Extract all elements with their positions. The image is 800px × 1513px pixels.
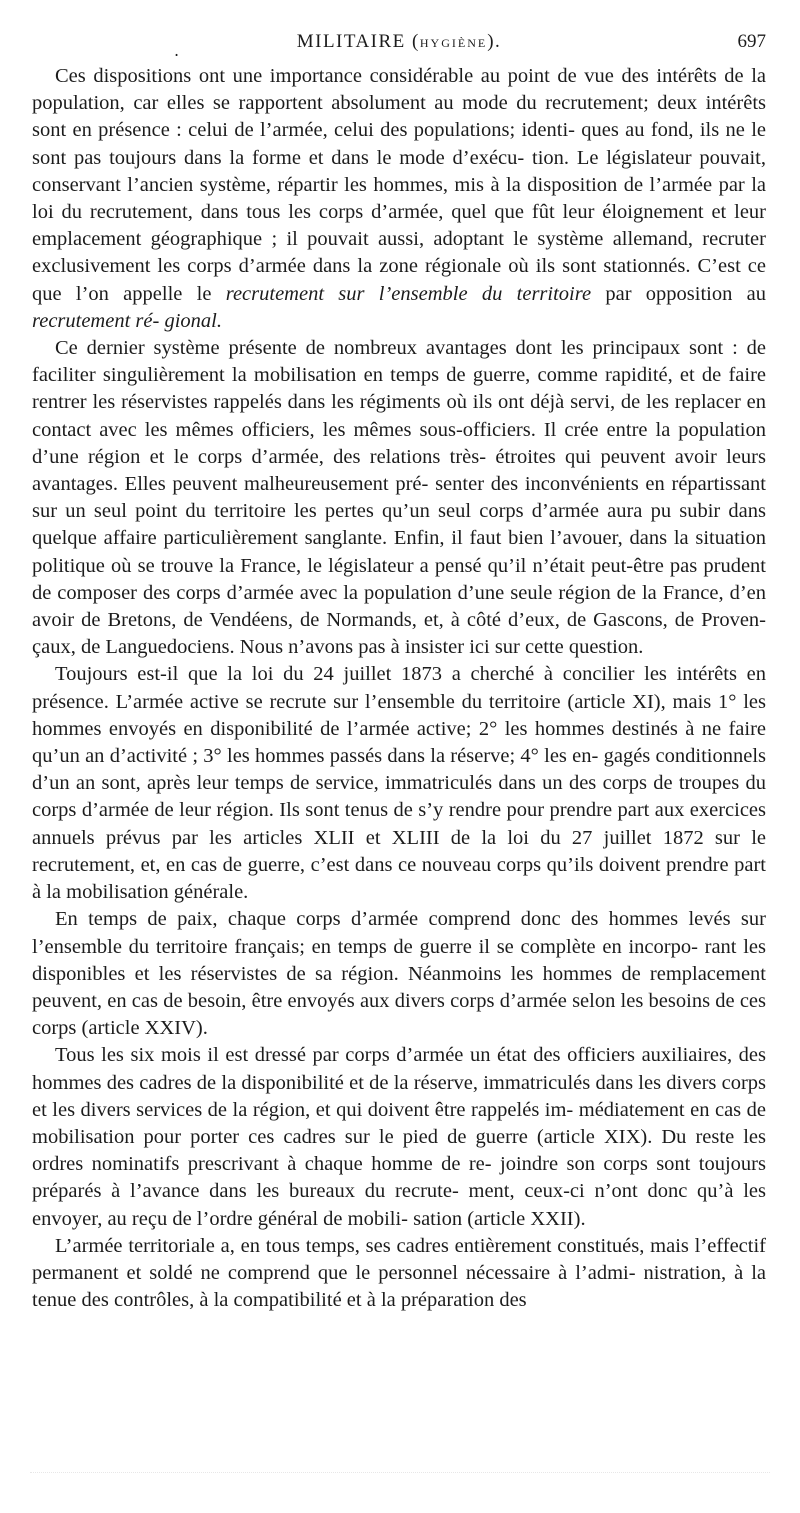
paragraph-1-italic-2: recrutement ré- gional.: [32, 309, 222, 332]
page-header: [32, 31, 766, 60]
paragraph-4: En temps de paix, chaque corps d’armée comprend donc des hommes levés sur l’ensemble du territoire français; en temps de guerre il se complète en incorpo- rant les disponibles et les réservistes de sa région. Néanmoins les hommes de remplacement peuvent, en cas de besoin, être envoyés aux divers corps d’armée selon les besoins de ces corps (article XXIV).: [32, 908, 766, 1040]
paragraph-5: Tous les six mois il est dressé par corps d’armée un état des officiers auxiliaires, des hommes des cadres de la disponibilité et de la réserve, immatriculés dans les divers corps et les divers services de la région, et qui doivent être rappelés im- médiatement en cas de mobilisation pour porter ces cadres sur le pied de guerre (article XIX). Du reste les ordres nominatifs prescrivant à chaque homme de re- joindre son corps sont toujours préparés à l’avance dans les bureaux du recrute- ment, ceux-ci n’ont donc qu’à les envoyer, au reçu de l’ordre général de mobili- sation (article XXII).: [32, 1044, 766, 1230]
running-head-subtitle: HYGIÈNE: [419, 36, 488, 50]
page-bottom-artifacts: [30, 1472, 770, 1483]
paragraph-2: Ce dernier système présente de nombreux avantages dont les principaux sont : de faciliter singulièrement la mobilisation en temps de guerre, comme rapidité, et de faire rentrer les réservistes rappelés dans les régiments où ils ont déjà servi, de les replacer en contact avec les mêmes officiers, les mêmes sous-officiers. Il crée entre la population d’une région et le corps d’armée, des relations très- étroites qui peuvent avoir leurs avantages. Elles peuvent malheureusement pré- senter des inconvénients en répartissant sur un seul point du territoire les pertes qu’un seul corps d’armée aura pu subir dans quelque affaire particulièrement sanglante. Enfin, il faut bien l’avouer, dans la situation politique où se trouve la France, le législateur a pensé qu’il n’était peut-être pas prudent de composer des corps d’armée avec la population d’une seule région de la France, d’en avoir de Bretons, de Vendéens, de Normands, et, à côté d’eux, de Gascons, de Proven- çaux, de Languedociens. Nous n’avons pas à insister ici sur cette question.: [32, 337, 766, 659]
paragraph-1: [32, 63, 766, 335]
running-head-close: ).: [487, 31, 502, 52]
body-text: [32, 63, 766, 1314]
paragraph-1-text: Ces dispositions ont une importance considérable au point de vue des intérêts de la population, car elles se rapportent absolument au mode du recrutement; deux intérêts sont en présence : celui de l’armée, celui des populations; identi- ques au fond, ils ne le sont pas toujours dans la forme et dans le mode d’exécu- tion. Le législateur pouvait, conservant l’ancien système, répartir les hommes, mis à la disposition de l’armée par la loi du recrutement, dans tous les corps d’armée, quel que fût leur éloignement et leur emplacement géographique ; il pouvait aussi, adoptant le système allemand, recruter exclusivement les corps d’armée dans la zone régionale où ils sont stationnés. C’est ce que l’on appelle le: [32, 65, 766, 305]
paragraph-6: L’armée territoriale a, en tous temps, ses cadres entièrement constitués, mais l’effectif permanent et soldé ne comprend que le personnel nécessaire à l’admi- nistration, à la tenue des contrôles, à la compatibilité et à la préparation des: [32, 1234, 766, 1312]
header-dot: .: [174, 41, 180, 60]
running-head-main: MILITAIRE (: [296, 31, 420, 52]
paragraph-3: Toujours est-il que la loi du 24 juillet 1873 a cherché à concilier les intérêts en présence. L’armée active se recrute sur l’ensemble du territoire (article XI), mais 1° les hommes envoyés en disponibilité de l’armée active; 2° les hommes destinés à ne faire qu’un an d’activité ; 3° les hommes passés dans la réserve; 4° les en- gagés conditionnels d’un an sont, après leur temps de service, immatriculés dans un des corps de troupes du corps d’armée de leur région. Ils sont tenus de s’y rendre pour prendre part aux exercices annuels prévus par les articles XLII et XLIII de la loi du 27 juillet 1872 sur le recrutement, et, en cas de guerre, c’est dans ce nouveau corps qu’ils doivent prendre part à la mobilisation générale.: [32, 663, 766, 904]
paragraph-1-italic-1: recrutement sur l’ensemble du territoire: [225, 282, 592, 305]
page-number: 697: [737, 31, 766, 52]
paragraph-1-mid: par opposition au: [591, 282, 766, 305]
running-head: [32, 31, 766, 53]
